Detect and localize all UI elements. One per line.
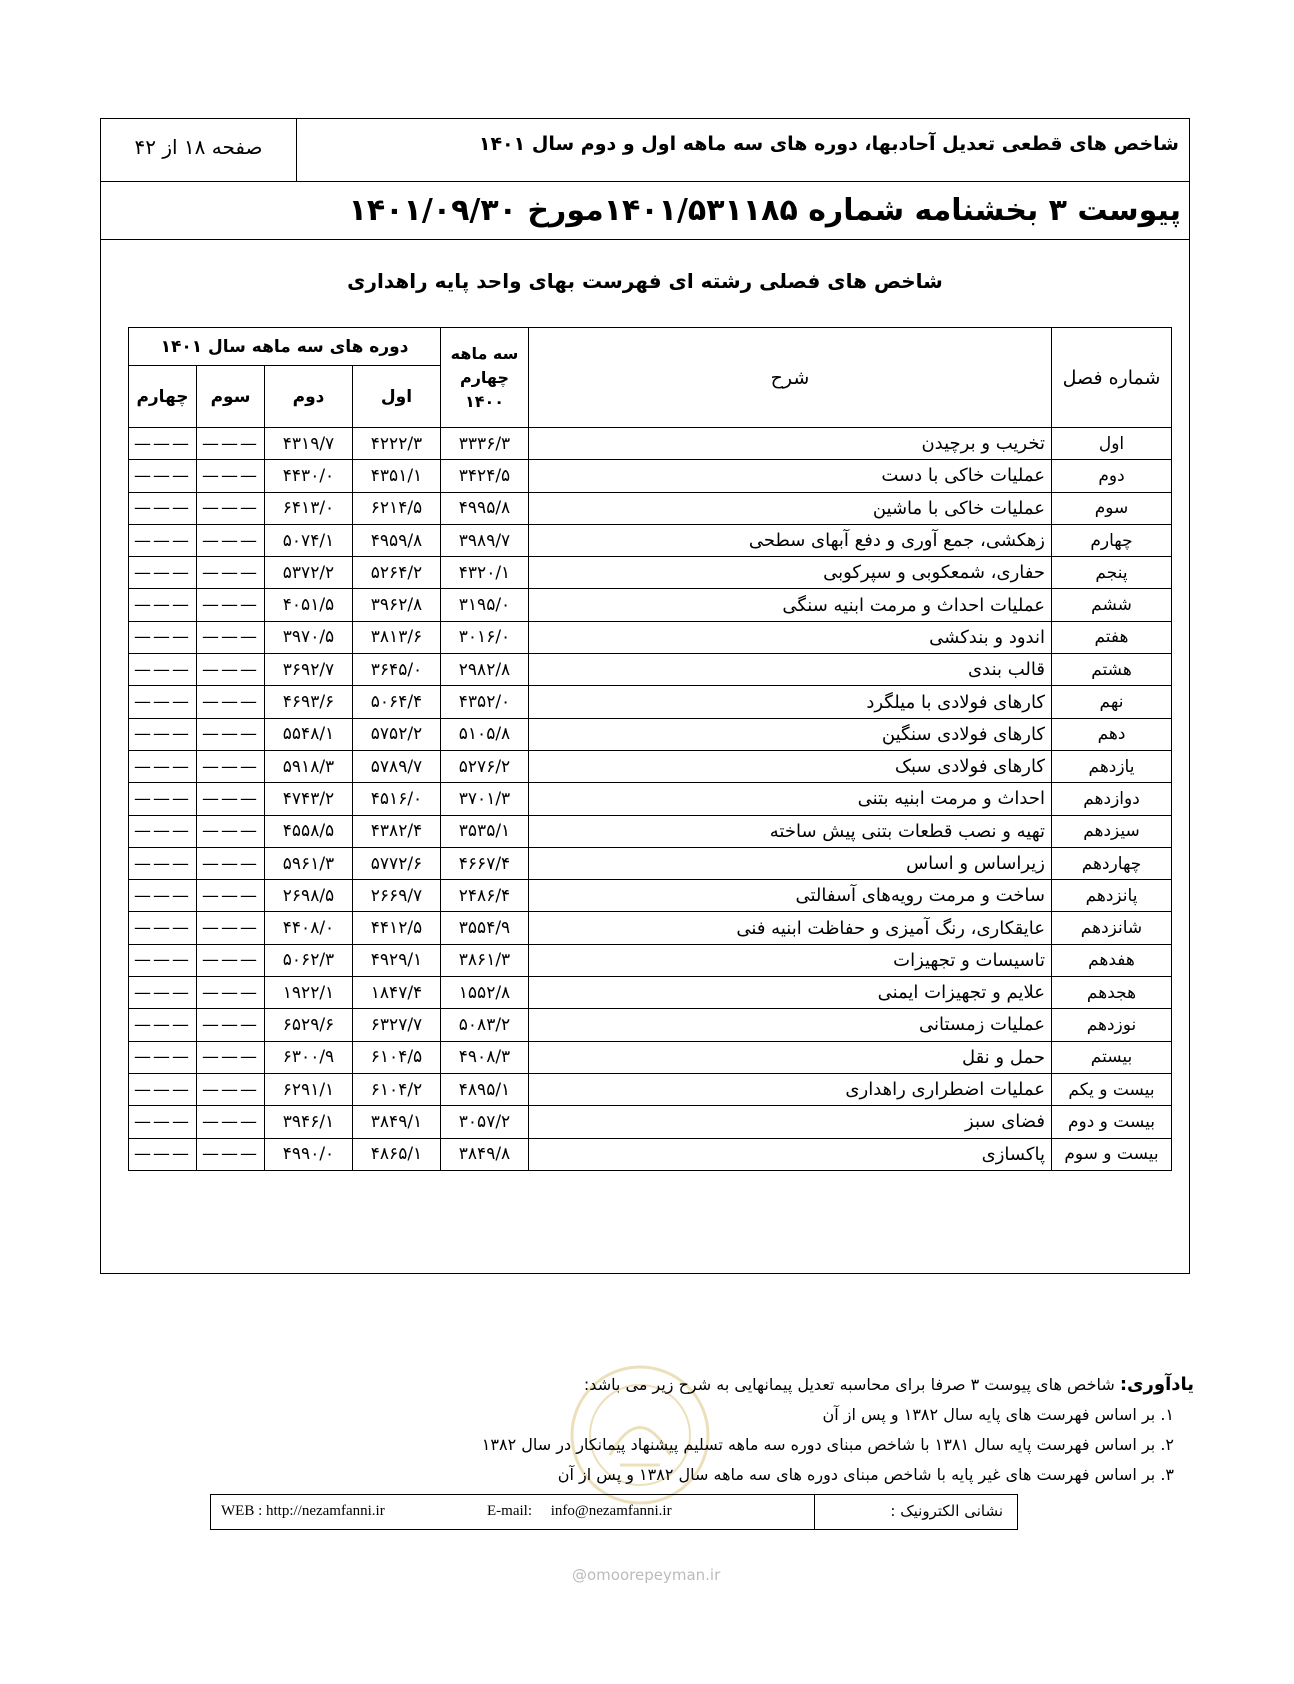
row-chapter: دوازدهم [1052,783,1172,815]
reminder-note [482,1370,1194,1490]
table-row [129,847,1172,879]
row-desc: عایقکاری، رنگ آمیزی و حفاظت ابنیه فنی [529,912,1052,944]
row-q2: ۴۰۵۱/۵ [265,589,353,621]
row-chapter: چهارم [1052,524,1172,556]
row-chapter: دوم [1052,460,1172,492]
table-row [129,1138,1172,1170]
row-chapter: اول [1052,428,1172,460]
row-q1: ۶۳۲۷/۷ [353,1009,441,1041]
row-q4: ——— [129,847,197,879]
row-chapter: بیستم [1052,1041,1172,1073]
col-header-chapter: شماره فصل [1052,328,1172,428]
row-q4: ——— [129,428,197,460]
row-q3: ——— [197,492,265,524]
row-q4: ——— [129,718,197,750]
row-q3: ——— [197,557,265,589]
row-q4: ——— [129,944,197,976]
row-chapter: هفدهم [1052,944,1172,976]
row-q1: ۴۲۲۲/۳ [353,428,441,460]
row-q4-1400: ۳۰۱۶/۰ [441,621,529,653]
row-q4-1400: ۳۸۶۱/۳ [441,944,529,976]
row-chapter: شانزدهم [1052,912,1172,944]
row-chapter: ششم [1052,589,1172,621]
row-q4-1400: ۴۸۹۵/۱ [441,1073,529,1105]
row-desc: تاسیسات و تجهیزات [529,944,1052,976]
row-chapter: بیست و دوم [1052,1106,1172,1138]
row-q4-1400: ۳۵۳۵/۱ [441,815,529,847]
table-row [129,557,1172,589]
row-q4-1400: ۳۵۵۴/۹ [441,912,529,944]
table-row [129,1009,1172,1041]
website-link[interactable]: WEB : http://nezamfanni.ir [221,1503,385,1519]
row-q4-1400: ۲۹۸۲/۸ [441,654,529,686]
row-q4-1400: ۳۷۰۱/۳ [441,783,529,815]
row-desc: قالب بندی [529,654,1052,686]
row-desc: زهکشی، جمع آوری و دفع آبهای سطحی [529,524,1052,556]
row-chapter: بیست و یکم [1052,1073,1172,1105]
row-q3: ——— [197,880,265,912]
row-q2: ۵۰۷۴/۱ [265,524,353,556]
row-desc: عملیات اضطراری راهداری [529,1073,1052,1105]
row-q4: ——— [129,880,197,912]
row-q2: ۲۶۹۸/۵ [265,880,353,912]
row-chapter: چهاردهم [1052,847,1172,879]
row-q4: ——— [129,492,197,524]
row-chapter: دهم [1052,718,1172,750]
reminder-item-3: ۳. بر اساس فهرست های غیر پایه با شاخص مبنای دوره های سه ماهه سال ۱۳۸۲ و پس از آن [557,1465,1174,1484]
header-row [101,119,1189,182]
table-row [129,524,1172,556]
row-q1: ۵۷۵۲/۲ [353,718,441,750]
row-q1: ۳۹۶۲/۸ [353,589,441,621]
row-chapter: هفتم [1052,621,1172,653]
row-q4-1400: ۴۳۵۲/۰ [441,686,529,718]
electronic-address-label: نشانی الکترونیک : [814,1495,1017,1529]
row-q4: ——— [129,621,197,653]
row-q4-1400: ۴۳۲۰/۱ [441,557,529,589]
row-desc: ساخت و مرمت رویه‌های آسفالتی [529,880,1052,912]
row-q4-1400: ۵۱۰۵/۸ [441,718,529,750]
row-chapter: سوم [1052,492,1172,524]
row-q1: ۱۸۴۷/۴ [353,977,441,1009]
row-q3: ——— [197,1073,265,1105]
row-q3: ——— [197,524,265,556]
row-q4-1400: ۳۱۹۵/۰ [441,589,529,621]
row-chapter: پانزدهم [1052,880,1172,912]
table-subtitle: شاخص های فصلی رشته ای فهرست بهای واحد پایه راهداری [347,269,943,293]
table-row [129,460,1172,492]
row-desc: پاکسازی [529,1138,1052,1170]
table-row [129,654,1172,686]
table-row [129,1041,1172,1073]
row-q3: ——— [197,815,265,847]
row-desc: کارهای فولادی سنگین [529,718,1052,750]
row-chapter: سیزدهم [1052,815,1172,847]
row-q3: ——— [197,912,265,944]
row-q2: ۵۹۱۸/۳ [265,750,353,782]
row-q1: ۴۹۲۹/۱ [353,944,441,976]
row-q4-1400: ۲۴۸۶/۴ [441,880,529,912]
row-q4: ——— [129,1009,197,1041]
row-q1: ۴۹۵۹/۸ [353,524,441,556]
row-desc: کارهای فولادی با میلگرد [529,686,1052,718]
table-row [129,880,1172,912]
row-desc: تهیه و نصب قطعات بتنی پیش ساخته [529,815,1052,847]
table-row [129,1106,1172,1138]
row-q2: ۴۴۰۸/۰ [265,912,353,944]
table-row [129,815,1172,847]
row-q3: ——— [197,977,265,1009]
row-q1: ۵۷۷۲/۶ [353,847,441,879]
row-q4: ——— [129,1138,197,1170]
row-q2: ۴۹۹۰/۰ [265,1138,353,1170]
row-desc: احداث و مرمت ابنیه بتنی [529,783,1052,815]
row-q2: ۵۰۶۲/۳ [265,944,353,976]
row-q2: ۵۳۷۲/۲ [265,557,353,589]
email-label: E-mail: [487,1503,532,1519]
row-q2: ۶۵۲۹/۶ [265,1009,353,1041]
row-chapter: هشتم [1052,654,1172,686]
row-q4: ——— [129,1106,197,1138]
watermark: @omoorepeyman.ir [572,1566,721,1584]
row-q3: ——— [197,428,265,460]
row-q4: ——— [129,815,197,847]
row-desc: عملیات خاکی با ماشین [529,492,1052,524]
reminder-item-2: ۲. بر اساس فهرست پایه سال ۱۳۸۱ با شاخص مبنای دوره سه ماهه تسلیم پیشنهاد پیمانکار در سال ۱۳۸۲ [481,1435,1174,1454]
row-q2: ۵۹۶۱/۳ [265,847,353,879]
row-chapter: هجدهم [1052,977,1172,1009]
row-q2: ۴۷۴۳/۲ [265,783,353,815]
row-q4-1400: ۳۸۴۹/۸ [441,1138,529,1170]
row-q3: ——— [197,460,265,492]
row-q4: ——— [129,750,197,782]
row-q1: ۳۸۴۹/۱ [353,1106,441,1138]
col-header-q4-1400-line1: سه ماهه [450,343,519,363]
circular-row [101,182,1189,240]
row-q1: ۶۱۰۴/۵ [353,1041,441,1073]
row-q1: ۵۰۶۴/۴ [353,686,441,718]
email-row [487,1495,672,1529]
row-q4: ——— [129,460,197,492]
col-header-desc: شرح [529,328,1052,428]
table-row [129,492,1172,524]
row-q3: ——— [197,589,265,621]
table-row [129,944,1172,976]
row-desc: حفاری، شمعکوبی و سپرکوبی [529,557,1052,589]
row-desc: حمل و نقل [529,1041,1052,1073]
row-q3: ——— [197,621,265,653]
row-chapter: پنجم [1052,557,1172,589]
table-row [129,428,1172,460]
document-title: شاخص های قطعی تعدیل آحادبها، دوره های سه ماهه اول و دوم سال ۱۴۰۱ [478,133,1179,155]
row-q3: ——— [197,944,265,976]
index-table [128,327,1172,1171]
row-q2: ۱۹۲۲/۱ [265,977,353,1009]
row-desc: علایم و تجهیزات ایمنی [529,977,1052,1009]
row-q3: ——— [197,1041,265,1073]
row-desc: فضای سبز [529,1106,1052,1138]
row-q1: ۲۶۶۹/۷ [353,880,441,912]
row-q4-1400: ۵۲۷۶/۲ [441,750,529,782]
reminder-intro: شاخص های پیوست ۳ صرفا برای محاسبه تعدیل پیمانهایی به شرح زیر می باشد: [583,1375,1115,1394]
email-link[interactable]: info@nezamfanni.ir [550,1503,672,1519]
col-header-q4: چهارم [129,366,197,428]
row-chapter: بیست و سوم [1052,1138,1172,1170]
row-desc: کارهای فولادی سبک [529,750,1052,782]
row-q2: ۳۹۴۶/۱ [265,1106,353,1138]
col-header-q2: دوم [265,366,353,428]
row-q4: ——— [129,912,197,944]
row-q2: ۴۶۹۳/۶ [265,686,353,718]
row-q1: ۳۸۱۳/۶ [353,621,441,653]
row-q4-1400: ۴۹۰۸/۳ [441,1041,529,1073]
row-q4: ——— [129,686,197,718]
row-chapter: نهم [1052,686,1172,718]
row-q3: ——— [197,1009,265,1041]
row-q3: ——— [197,686,265,718]
reminder-label: یادآوری: [1119,1374,1194,1395]
col-header-q3: سوم [197,366,265,428]
row-desc: عملیات احداث و مرمت ابنیه سنگی [529,589,1052,621]
row-q1: ۴۳۵۱/۱ [353,460,441,492]
row-q4-1400: ۳۳۳۶/۳ [441,428,529,460]
row-q4: ——— [129,1073,197,1105]
row-q2: ۶۳۰۰/۹ [265,1041,353,1073]
circular-title: پیوست ۳ بخشنامه شماره ۱۴۰۱/۵۳۱۱۸۵مورخ ۱۴۰۱/۰۹/۳۰ [348,193,1181,228]
col-header-q4-1400 [441,328,529,428]
row-q4: ——— [129,557,197,589]
row-q1: ۴۳۸۲/۴ [353,815,441,847]
row-q4: ——— [129,1041,197,1073]
row-desc: تخریب و برچیدن [529,428,1052,460]
row-q1: ۳۶۴۵/۰ [353,654,441,686]
row-q3: ——— [197,783,265,815]
row-desc: اندود و بندکشی [529,621,1052,653]
row-q3: ——— [197,1138,265,1170]
row-q1: ۶۱۰۴/۲ [353,1073,441,1105]
col-header-q4-1400-line2: چهارم ۱۴۰۰ [459,367,510,411]
row-q4: ——— [129,654,197,686]
row-q4: ——— [129,524,197,556]
row-q1: ۴۵۱۶/۰ [353,783,441,815]
table-row [129,589,1172,621]
document-frame [100,118,1190,1274]
group-header-1401: دوره های سه ماهه سال ۱۴۰۱ [129,328,441,366]
row-q1: ۶۲۱۴/۵ [353,492,441,524]
row-q3: ——— [197,718,265,750]
col-header-q1: اول [353,366,441,428]
row-q3: ——— [197,1106,265,1138]
row-q2: ۴۵۵۸/۵ [265,815,353,847]
row-q1: ۴۴۱۲/۵ [353,912,441,944]
row-q3: ——— [197,750,265,782]
table-row [129,783,1172,815]
table-row [129,912,1172,944]
row-q2: ۴۴۳۰/۰ [265,460,353,492]
table-row [129,686,1172,718]
row-q1: ۴۸۶۵/۱ [353,1138,441,1170]
row-q4-1400: ۱۵۵۲/۸ [441,977,529,1009]
row-q4-1400: ۴۶۶۷/۴ [441,847,529,879]
row-chapter: یازدهم [1052,750,1172,782]
row-q2: ۵۵۴۸/۱ [265,718,353,750]
row-q4: ——— [129,589,197,621]
row-desc: زیراساس و اساس [529,847,1052,879]
table-row [129,750,1172,782]
row-chapter: نوزدهم [1052,1009,1172,1041]
row-desc: عملیات خاکی با دست [529,460,1052,492]
row-q3: ——— [197,847,265,879]
row-q4-1400: ۴۹۹۵/۸ [441,492,529,524]
row-q2: ۶۴۱۳/۰ [265,492,353,524]
row-q3: ——— [197,654,265,686]
row-q4-1400: ۵۰۸۳/۲ [441,1009,529,1041]
contact-box [210,1494,1018,1530]
row-q2: ۳۹۷۰/۵ [265,621,353,653]
row-q2: ۴۳۱۹/۷ [265,428,353,460]
row-q2: ۳۶۹۲/۷ [265,654,353,686]
row-q1: ۵۷۸۹/۷ [353,750,441,782]
row-q4-1400: ۳۰۵۷/۲ [441,1106,529,1138]
page-number: صفحه ۱۸ از ۴۲ [101,119,297,182]
row-q4-1400: ۳۹۸۹/۷ [441,524,529,556]
row-desc: عملیات زمستانی [529,1009,1052,1041]
row-q2: ۶۲۹۱/۱ [265,1073,353,1105]
table-row [129,977,1172,1009]
row-q4-1400: ۳۴۲۴/۵ [441,460,529,492]
row-q4: ——— [129,977,197,1009]
reminder-item-1: ۱. بر اساس فهرست های پایه سال ۱۳۸۲ و پس از آن [822,1405,1174,1424]
table-row [129,718,1172,750]
table-row [129,621,1172,653]
row-q4: ——— [129,783,197,815]
table-row [129,1073,1172,1105]
row-q1: ۵۲۶۴/۲ [353,557,441,589]
